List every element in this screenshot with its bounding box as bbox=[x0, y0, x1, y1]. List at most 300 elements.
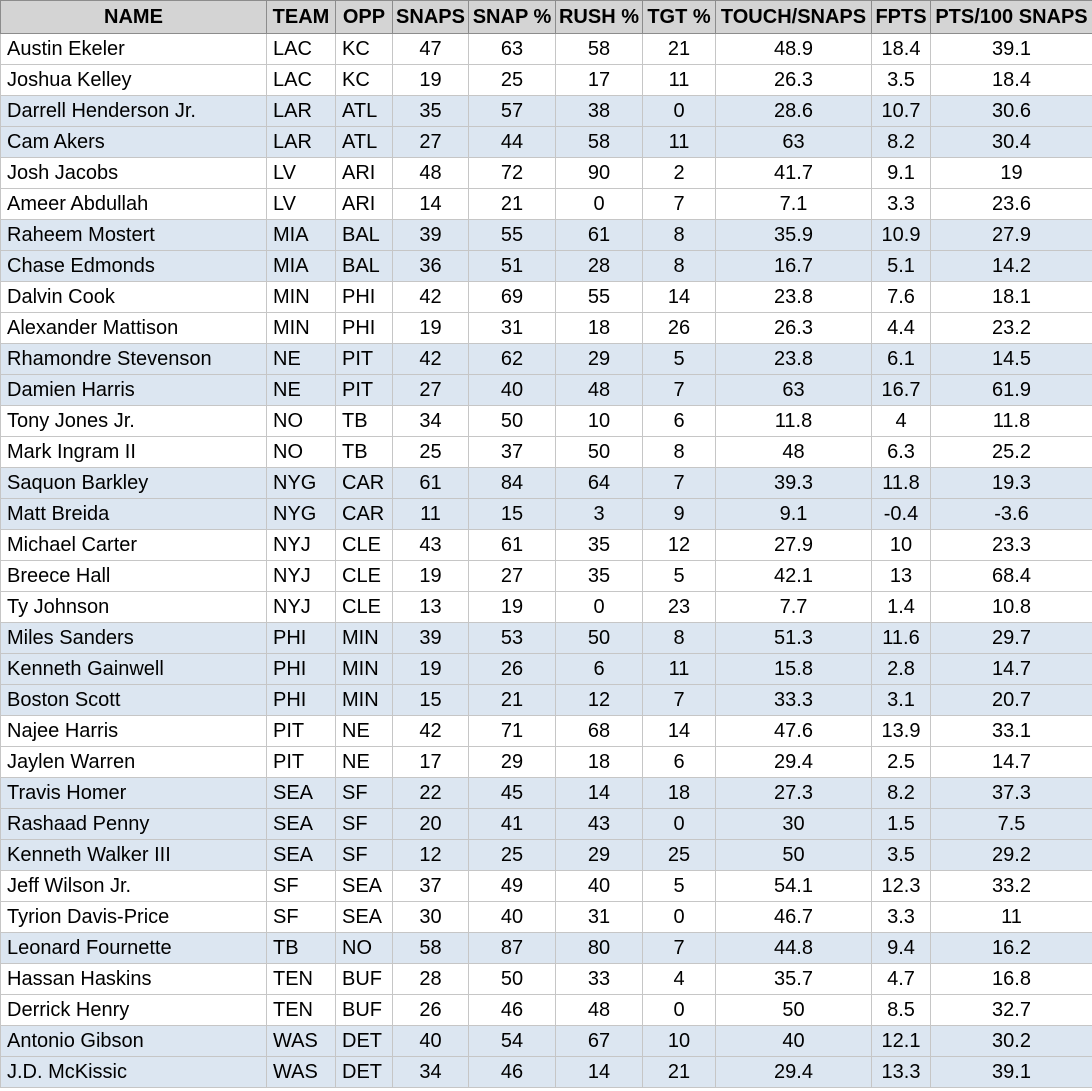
rush-pct-cell[interactable]: 12 bbox=[556, 685, 643, 716]
team-cell[interactable]: TEN bbox=[267, 995, 336, 1026]
player-name-cell[interactable]: Austin Ekeler bbox=[1, 34, 267, 65]
snap-pct-cell[interactable]: 49 bbox=[469, 871, 556, 902]
player-name-cell[interactable]: Leonard Fournette bbox=[1, 933, 267, 964]
player-name-cell[interactable]: Najee Harris bbox=[1, 716, 267, 747]
pts-per-100-cell[interactable]: 30.6 bbox=[931, 96, 1092, 127]
player-name-cell[interactable]: Josh Jacobs bbox=[1, 158, 267, 189]
player-name-cell[interactable]: Miles Sanders bbox=[1, 623, 267, 654]
pts-per-100-cell[interactable]: 39.1 bbox=[931, 34, 1092, 65]
opp-cell[interactable]: TB bbox=[336, 406, 393, 437]
snap-pct-cell[interactable]: 29 bbox=[469, 747, 556, 778]
pts-per-100-cell[interactable]: 27.9 bbox=[931, 220, 1092, 251]
snaps-cell[interactable]: 58 bbox=[393, 933, 469, 964]
opp-cell[interactable]: ATL bbox=[336, 127, 393, 158]
snaps-cell[interactable]: 34 bbox=[393, 1057, 469, 1088]
pts-per-100-cell[interactable]: 10.8 bbox=[931, 592, 1092, 623]
pts-per-100-cell[interactable]: 14.5 bbox=[931, 344, 1092, 375]
team-cell[interactable]: PHI bbox=[267, 623, 336, 654]
touch-snaps-cell[interactable]: 27.9 bbox=[716, 530, 872, 561]
pts-per-100-cell[interactable]: 11 bbox=[931, 902, 1092, 933]
rush-pct-cell[interactable]: 80 bbox=[556, 933, 643, 964]
fpts-cell[interactable]: 3.5 bbox=[872, 65, 931, 96]
player-name-cell[interactable]: Darrell Henderson Jr. bbox=[1, 96, 267, 127]
tgt-pct-cell[interactable]: 5 bbox=[643, 561, 716, 592]
fpts-cell[interactable]: 9.1 bbox=[872, 158, 931, 189]
pts-per-100-cell[interactable]: 23.6 bbox=[931, 189, 1092, 220]
team-cell[interactable]: LAR bbox=[267, 127, 336, 158]
team-cell[interactable]: PIT bbox=[267, 747, 336, 778]
snap-pct-cell[interactable]: 21 bbox=[469, 685, 556, 716]
fpts-cell[interactable]: 6.3 bbox=[872, 437, 931, 468]
snaps-cell[interactable]: 48 bbox=[393, 158, 469, 189]
team-cell[interactable]: SF bbox=[267, 902, 336, 933]
player-name-cell[interactable]: Breece Hall bbox=[1, 561, 267, 592]
rush-pct-cell[interactable]: 3 bbox=[556, 499, 643, 530]
opp-cell[interactable]: SEA bbox=[336, 871, 393, 902]
opp-cell[interactable]: ARI bbox=[336, 158, 393, 189]
rush-pct-cell[interactable]: 18 bbox=[556, 747, 643, 778]
rush-pct-cell[interactable]: 48 bbox=[556, 995, 643, 1026]
rush-pct-cell[interactable]: 29 bbox=[556, 344, 643, 375]
pts-per-100-cell[interactable]: 19.3 bbox=[931, 468, 1092, 499]
team-cell[interactable]: SEA bbox=[267, 778, 336, 809]
opp-cell[interactable]: KC bbox=[336, 34, 393, 65]
rush-pct-cell[interactable]: 35 bbox=[556, 561, 643, 592]
touch-snaps-cell[interactable]: 29.4 bbox=[716, 1057, 872, 1088]
pts-per-100-cell[interactable]: 29.7 bbox=[931, 623, 1092, 654]
fpts-cell[interactable]: 18.4 bbox=[872, 34, 931, 65]
tgt-pct-cell[interactable]: 0 bbox=[643, 902, 716, 933]
touch-snaps-cell[interactable]: 48 bbox=[716, 437, 872, 468]
team-cell[interactable]: NYJ bbox=[267, 592, 336, 623]
touch-snaps-cell[interactable]: 11.8 bbox=[716, 406, 872, 437]
snaps-cell[interactable]: 61 bbox=[393, 468, 469, 499]
player-name-cell[interactable]: Jaylen Warren bbox=[1, 747, 267, 778]
team-cell[interactable]: PIT bbox=[267, 716, 336, 747]
team-cell[interactable]: NE bbox=[267, 344, 336, 375]
header-snaps[interactable]: SNAPS bbox=[393, 1, 469, 34]
pts-per-100-cell[interactable]: 18.4 bbox=[931, 65, 1092, 96]
player-name-cell[interactable]: Chase Edmonds bbox=[1, 251, 267, 282]
pts-per-100-cell[interactable]: 29.2 bbox=[931, 840, 1092, 871]
rush-pct-cell[interactable]: 0 bbox=[556, 189, 643, 220]
rush-pct-cell[interactable]: 58 bbox=[556, 127, 643, 158]
fpts-cell[interactable]: 10.9 bbox=[872, 220, 931, 251]
opp-cell[interactable]: BUF bbox=[336, 964, 393, 995]
team-cell[interactable]: MIA bbox=[267, 251, 336, 282]
snap-pct-cell[interactable]: 19 bbox=[469, 592, 556, 623]
snap-pct-cell[interactable]: 40 bbox=[469, 902, 556, 933]
snaps-cell[interactable]: 27 bbox=[393, 127, 469, 158]
snaps-cell[interactable]: 39 bbox=[393, 220, 469, 251]
fpts-cell[interactable]: 1.5 bbox=[872, 809, 931, 840]
header-pts-per-100[interactable]: PTS/100 SNAPS bbox=[931, 1, 1092, 34]
player-name-cell[interactable]: Ty Johnson bbox=[1, 592, 267, 623]
tgt-pct-cell[interactable]: 7 bbox=[643, 189, 716, 220]
player-name-cell[interactable]: Cam Akers bbox=[1, 127, 267, 158]
opp-cell[interactable]: CAR bbox=[336, 468, 393, 499]
header-tgt-pct[interactable]: TGT % bbox=[643, 1, 716, 34]
player-name-cell[interactable]: Hassan Haskins bbox=[1, 964, 267, 995]
snap-pct-cell[interactable]: 15 bbox=[469, 499, 556, 530]
tgt-pct-cell[interactable]: 14 bbox=[643, 716, 716, 747]
rush-pct-cell[interactable]: 29 bbox=[556, 840, 643, 871]
player-name-cell[interactable]: Ameer Abdullah bbox=[1, 189, 267, 220]
touch-snaps-cell[interactable]: 39.3 bbox=[716, 468, 872, 499]
fpts-cell[interactable]: 9.4 bbox=[872, 933, 931, 964]
player-name-cell[interactable]: Joshua Kelley bbox=[1, 65, 267, 96]
pts-per-100-cell[interactable]: 14.2 bbox=[931, 251, 1092, 282]
rush-pct-cell[interactable]: 64 bbox=[556, 468, 643, 499]
tgt-pct-cell[interactable]: 2 bbox=[643, 158, 716, 189]
snap-pct-cell[interactable]: 69 bbox=[469, 282, 556, 313]
touch-snaps-cell[interactable]: 7.7 bbox=[716, 592, 872, 623]
team-cell[interactable]: NYJ bbox=[267, 530, 336, 561]
touch-snaps-cell[interactable]: 23.8 bbox=[716, 282, 872, 313]
snaps-cell[interactable]: 47 bbox=[393, 34, 469, 65]
snaps-cell[interactable]: 25 bbox=[393, 437, 469, 468]
opp-cell[interactable]: PIT bbox=[336, 344, 393, 375]
rush-pct-cell[interactable]: 28 bbox=[556, 251, 643, 282]
snaps-cell[interactable]: 39 bbox=[393, 623, 469, 654]
pts-per-100-cell[interactable]: 23.2 bbox=[931, 313, 1092, 344]
pts-per-100-cell[interactable]: 61.9 bbox=[931, 375, 1092, 406]
tgt-pct-cell[interactable]: 5 bbox=[643, 344, 716, 375]
snap-pct-cell[interactable]: 61 bbox=[469, 530, 556, 561]
tgt-pct-cell[interactable]: 26 bbox=[643, 313, 716, 344]
opp-cell[interactable]: CAR bbox=[336, 499, 393, 530]
fpts-cell[interactable]: -0.4 bbox=[872, 499, 931, 530]
snap-pct-cell[interactable]: 37 bbox=[469, 437, 556, 468]
opp-cell[interactable]: SEA bbox=[336, 902, 393, 933]
fpts-cell[interactable]: 4.4 bbox=[872, 313, 931, 344]
rush-pct-cell[interactable]: 68 bbox=[556, 716, 643, 747]
player-name-cell[interactable]: Antonio Gibson bbox=[1, 1026, 267, 1057]
touch-snaps-cell[interactable]: 35.7 bbox=[716, 964, 872, 995]
touch-snaps-cell[interactable]: 50 bbox=[716, 840, 872, 871]
team-cell[interactable]: WAS bbox=[267, 1026, 336, 1057]
team-cell[interactable]: LAC bbox=[267, 65, 336, 96]
player-name-cell[interactable]: Rashaad Penny bbox=[1, 809, 267, 840]
pts-per-100-cell[interactable]: 68.4 bbox=[931, 561, 1092, 592]
team-cell[interactable]: SEA bbox=[267, 809, 336, 840]
pts-per-100-cell[interactable]: 33.1 bbox=[931, 716, 1092, 747]
player-name-cell[interactable]: Tyrion Davis-Price bbox=[1, 902, 267, 933]
fpts-cell[interactable]: 10.7 bbox=[872, 96, 931, 127]
pts-per-100-cell[interactable]: 18.1 bbox=[931, 282, 1092, 313]
rush-pct-cell[interactable]: 40 bbox=[556, 871, 643, 902]
tgt-pct-cell[interactable]: 21 bbox=[643, 1057, 716, 1088]
header-name[interactable]: NAME bbox=[1, 1, 267, 34]
tgt-pct-cell[interactable]: 11 bbox=[643, 127, 716, 158]
team-cell[interactable]: NYG bbox=[267, 468, 336, 499]
tgt-pct-cell[interactable]: 6 bbox=[643, 747, 716, 778]
team-cell[interactable]: PHI bbox=[267, 685, 336, 716]
snaps-cell[interactable]: 19 bbox=[393, 313, 469, 344]
player-name-cell[interactable]: Raheem Mostert bbox=[1, 220, 267, 251]
pts-per-100-cell[interactable]: 37.3 bbox=[931, 778, 1092, 809]
opp-cell[interactable]: CLE bbox=[336, 561, 393, 592]
fpts-cell[interactable]: 13 bbox=[872, 561, 931, 592]
snap-pct-cell[interactable]: 46 bbox=[469, 1057, 556, 1088]
tgt-pct-cell[interactable]: 14 bbox=[643, 282, 716, 313]
opp-cell[interactable]: TB bbox=[336, 437, 393, 468]
pts-per-100-cell[interactable]: 14.7 bbox=[931, 654, 1092, 685]
snap-pct-cell[interactable]: 71 bbox=[469, 716, 556, 747]
touch-snaps-cell[interactable]: 63 bbox=[716, 375, 872, 406]
player-name-cell[interactable]: Travis Homer bbox=[1, 778, 267, 809]
fpts-cell[interactable]: 11.6 bbox=[872, 623, 931, 654]
snaps-cell[interactable]: 34 bbox=[393, 406, 469, 437]
opp-cell[interactable]: SF bbox=[336, 809, 393, 840]
touch-snaps-cell[interactable]: 23.8 bbox=[716, 344, 872, 375]
opp-cell[interactable]: SF bbox=[336, 778, 393, 809]
touch-snaps-cell[interactable]: 47.6 bbox=[716, 716, 872, 747]
snaps-cell[interactable]: 28 bbox=[393, 964, 469, 995]
snap-pct-cell[interactable]: 50 bbox=[469, 406, 556, 437]
opp-cell[interactable]: PHI bbox=[336, 282, 393, 313]
touch-snaps-cell[interactable]: 44.8 bbox=[716, 933, 872, 964]
team-cell[interactable]: TB bbox=[267, 933, 336, 964]
snap-pct-cell[interactable]: 55 bbox=[469, 220, 556, 251]
snap-pct-cell[interactable]: 26 bbox=[469, 654, 556, 685]
touch-snaps-cell[interactable]: 33.3 bbox=[716, 685, 872, 716]
snap-pct-cell[interactable]: 62 bbox=[469, 344, 556, 375]
tgt-pct-cell[interactable]: 21 bbox=[643, 34, 716, 65]
team-cell[interactable]: NO bbox=[267, 437, 336, 468]
pts-per-100-cell[interactable]: -3.6 bbox=[931, 499, 1092, 530]
tgt-pct-cell[interactable]: 0 bbox=[643, 995, 716, 1026]
opp-cell[interactable]: SF bbox=[336, 840, 393, 871]
header-touch-snaps[interactable]: TOUCH/SNAPS bbox=[716, 1, 872, 34]
snap-pct-cell[interactable]: 84 bbox=[469, 468, 556, 499]
player-name-cell[interactable]: Jeff Wilson Jr. bbox=[1, 871, 267, 902]
tgt-pct-cell[interactable]: 12 bbox=[643, 530, 716, 561]
fpts-cell[interactable]: 4.7 bbox=[872, 964, 931, 995]
team-cell[interactable]: NE bbox=[267, 375, 336, 406]
player-name-cell[interactable]: Tony Jones Jr. bbox=[1, 406, 267, 437]
team-cell[interactable]: PHI bbox=[267, 654, 336, 685]
rush-pct-cell[interactable]: 43 bbox=[556, 809, 643, 840]
snaps-cell[interactable]: 42 bbox=[393, 282, 469, 313]
opp-cell[interactable]: BAL bbox=[336, 251, 393, 282]
snaps-cell[interactable]: 13 bbox=[393, 592, 469, 623]
player-name-cell[interactable]: Saquon Barkley bbox=[1, 468, 267, 499]
snaps-cell[interactable]: 27 bbox=[393, 375, 469, 406]
opp-cell[interactable]: PIT bbox=[336, 375, 393, 406]
opp-cell[interactable]: NE bbox=[336, 716, 393, 747]
snap-pct-cell[interactable]: 25 bbox=[469, 65, 556, 96]
pts-per-100-cell[interactable]: 39.1 bbox=[931, 1057, 1092, 1088]
rush-pct-cell[interactable]: 58 bbox=[556, 34, 643, 65]
header-opp[interactable]: OPP bbox=[336, 1, 393, 34]
opp-cell[interactable]: ATL bbox=[336, 96, 393, 127]
team-cell[interactable]: LV bbox=[267, 189, 336, 220]
pts-per-100-cell[interactable]: 16.2 bbox=[931, 933, 1092, 964]
snap-pct-cell[interactable]: 53 bbox=[469, 623, 556, 654]
pts-per-100-cell[interactable]: 30.2 bbox=[931, 1026, 1092, 1057]
fpts-cell[interactable]: 8.2 bbox=[872, 127, 931, 158]
snaps-cell[interactable]: 36 bbox=[393, 251, 469, 282]
rush-pct-cell[interactable]: 48 bbox=[556, 375, 643, 406]
pts-per-100-cell[interactable]: 16.8 bbox=[931, 964, 1092, 995]
touch-snaps-cell[interactable]: 41.7 bbox=[716, 158, 872, 189]
snap-pct-cell[interactable]: 27 bbox=[469, 561, 556, 592]
player-name-cell[interactable]: Boston Scott bbox=[1, 685, 267, 716]
player-name-cell[interactable]: Rhamondre Stevenson bbox=[1, 344, 267, 375]
snaps-cell[interactable]: 19 bbox=[393, 65, 469, 96]
fpts-cell[interactable]: 3.3 bbox=[872, 189, 931, 220]
player-name-cell[interactable]: Derrick Henry bbox=[1, 995, 267, 1026]
rush-pct-cell[interactable]: 17 bbox=[556, 65, 643, 96]
pts-per-100-cell[interactable]: 23.3 bbox=[931, 530, 1092, 561]
snaps-cell[interactable]: 22 bbox=[393, 778, 469, 809]
snaps-cell[interactable]: 37 bbox=[393, 871, 469, 902]
snap-pct-cell[interactable]: 63 bbox=[469, 34, 556, 65]
snap-pct-cell[interactable]: 40 bbox=[469, 375, 556, 406]
player-name-cell[interactable]: Alexander Mattison bbox=[1, 313, 267, 344]
pts-per-100-cell[interactable]: 32.7 bbox=[931, 995, 1092, 1026]
rush-pct-cell[interactable]: 90 bbox=[556, 158, 643, 189]
fpts-cell[interactable]: 3.5 bbox=[872, 840, 931, 871]
snaps-cell[interactable]: 43 bbox=[393, 530, 469, 561]
opp-cell[interactable]: ARI bbox=[336, 189, 393, 220]
touch-snaps-cell[interactable]: 40 bbox=[716, 1026, 872, 1057]
player-name-cell[interactable]: Damien Harris bbox=[1, 375, 267, 406]
snap-pct-cell[interactable]: 87 bbox=[469, 933, 556, 964]
team-cell[interactable]: MIA bbox=[267, 220, 336, 251]
rush-pct-cell[interactable]: 18 bbox=[556, 313, 643, 344]
snap-pct-cell[interactable]: 57 bbox=[469, 96, 556, 127]
opp-cell[interactable]: MIN bbox=[336, 654, 393, 685]
fpts-cell[interactable]: 3.3 bbox=[872, 902, 931, 933]
touch-snaps-cell[interactable]: 28.6 bbox=[716, 96, 872, 127]
player-name-cell[interactable]: Kenneth Walker III bbox=[1, 840, 267, 871]
snaps-cell[interactable]: 42 bbox=[393, 344, 469, 375]
touch-snaps-cell[interactable]: 16.7 bbox=[716, 251, 872, 282]
snap-pct-cell[interactable]: 72 bbox=[469, 158, 556, 189]
snap-pct-cell[interactable]: 31 bbox=[469, 313, 556, 344]
fpts-cell[interactable]: 11.8 bbox=[872, 468, 931, 499]
tgt-pct-cell[interactable]: 11 bbox=[643, 654, 716, 685]
tgt-pct-cell[interactable]: 8 bbox=[643, 437, 716, 468]
tgt-pct-cell[interactable]: 10 bbox=[643, 1026, 716, 1057]
player-name-cell[interactable]: Mark Ingram II bbox=[1, 437, 267, 468]
tgt-pct-cell[interactable]: 8 bbox=[643, 251, 716, 282]
opp-cell[interactable]: DET bbox=[336, 1026, 393, 1057]
snaps-cell[interactable]: 42 bbox=[393, 716, 469, 747]
snap-pct-cell[interactable]: 51 bbox=[469, 251, 556, 282]
rush-pct-cell[interactable]: 38 bbox=[556, 96, 643, 127]
snap-pct-cell[interactable]: 45 bbox=[469, 778, 556, 809]
header-team[interactable]: TEAM bbox=[267, 1, 336, 34]
snaps-cell[interactable]: 17 bbox=[393, 747, 469, 778]
opp-cell[interactable]: DET bbox=[336, 1057, 393, 1088]
fpts-cell[interactable]: 5.1 bbox=[872, 251, 931, 282]
team-cell[interactable]: TEN bbox=[267, 964, 336, 995]
touch-snaps-cell[interactable]: 26.3 bbox=[716, 65, 872, 96]
snaps-cell[interactable]: 40 bbox=[393, 1026, 469, 1057]
snap-pct-cell[interactable]: 44 bbox=[469, 127, 556, 158]
team-cell[interactable]: NYJ bbox=[267, 561, 336, 592]
header-rush-pct[interactable]: RUSH % bbox=[556, 1, 643, 34]
team-cell[interactable]: SEA bbox=[267, 840, 336, 871]
touch-snaps-cell[interactable]: 50 bbox=[716, 995, 872, 1026]
player-name-cell[interactable]: Kenneth Gainwell bbox=[1, 654, 267, 685]
rush-pct-cell[interactable]: 55 bbox=[556, 282, 643, 313]
fpts-cell[interactable]: 12.1 bbox=[872, 1026, 931, 1057]
team-cell[interactable]: NYG bbox=[267, 499, 336, 530]
snaps-cell[interactable]: 11 bbox=[393, 499, 469, 530]
opp-cell[interactable]: CLE bbox=[336, 592, 393, 623]
fpts-cell[interactable]: 12.3 bbox=[872, 871, 931, 902]
rush-pct-cell[interactable]: 14 bbox=[556, 778, 643, 809]
touch-snaps-cell[interactable]: 54.1 bbox=[716, 871, 872, 902]
opp-cell[interactable]: NE bbox=[336, 747, 393, 778]
tgt-pct-cell[interactable]: 9 bbox=[643, 499, 716, 530]
pts-per-100-cell[interactable]: 14.7 bbox=[931, 747, 1092, 778]
touch-snaps-cell[interactable]: 30 bbox=[716, 809, 872, 840]
rush-pct-cell[interactable]: 61 bbox=[556, 220, 643, 251]
header-snap-pct[interactable]: SNAP % bbox=[469, 1, 556, 34]
fpts-cell[interactable]: 10 bbox=[872, 530, 931, 561]
team-cell[interactable]: MIN bbox=[267, 282, 336, 313]
rush-pct-cell[interactable]: 31 bbox=[556, 902, 643, 933]
touch-snaps-cell[interactable]: 48.9 bbox=[716, 34, 872, 65]
snap-pct-cell[interactable]: 21 bbox=[469, 189, 556, 220]
snaps-cell[interactable]: 30 bbox=[393, 902, 469, 933]
rush-pct-cell[interactable]: 50 bbox=[556, 437, 643, 468]
rush-pct-cell[interactable]: 35 bbox=[556, 530, 643, 561]
snap-pct-cell[interactable]: 54 bbox=[469, 1026, 556, 1057]
fpts-cell[interactable]: 2.5 bbox=[872, 747, 931, 778]
opp-cell[interactable]: CLE bbox=[336, 530, 393, 561]
touch-snaps-cell[interactable]: 35.9 bbox=[716, 220, 872, 251]
snap-pct-cell[interactable]: 46 bbox=[469, 995, 556, 1026]
touch-snaps-cell[interactable]: 42.1 bbox=[716, 561, 872, 592]
touch-snaps-cell[interactable]: 9.1 bbox=[716, 499, 872, 530]
pts-per-100-cell[interactable]: 25.2 bbox=[931, 437, 1092, 468]
fpts-cell[interactable]: 3.1 bbox=[872, 685, 931, 716]
touch-snaps-cell[interactable]: 26.3 bbox=[716, 313, 872, 344]
opp-cell[interactable]: BUF bbox=[336, 995, 393, 1026]
snap-pct-cell[interactable]: 41 bbox=[469, 809, 556, 840]
player-name-cell[interactable]: Matt Breida bbox=[1, 499, 267, 530]
snaps-cell[interactable]: 14 bbox=[393, 189, 469, 220]
pts-per-100-cell[interactable]: 11.8 bbox=[931, 406, 1092, 437]
opp-cell[interactable]: BAL bbox=[336, 220, 393, 251]
pts-per-100-cell[interactable]: 7.5 bbox=[931, 809, 1092, 840]
snaps-cell[interactable]: 19 bbox=[393, 561, 469, 592]
snaps-cell[interactable]: 35 bbox=[393, 96, 469, 127]
team-cell[interactable]: LAR bbox=[267, 96, 336, 127]
rush-pct-cell[interactable]: 33 bbox=[556, 964, 643, 995]
opp-cell[interactable]: MIN bbox=[336, 685, 393, 716]
player-name-cell[interactable]: Michael Carter bbox=[1, 530, 267, 561]
snap-pct-cell[interactable]: 25 bbox=[469, 840, 556, 871]
tgt-pct-cell[interactable]: 8 bbox=[643, 623, 716, 654]
snaps-cell[interactable]: 19 bbox=[393, 654, 469, 685]
team-cell[interactable]: SF bbox=[267, 871, 336, 902]
player-name-cell[interactable]: Dalvin Cook bbox=[1, 282, 267, 313]
fpts-cell[interactable]: 13.9 bbox=[872, 716, 931, 747]
tgt-pct-cell[interactable]: 4 bbox=[643, 964, 716, 995]
tgt-pct-cell[interactable]: 7 bbox=[643, 933, 716, 964]
fpts-cell[interactable]: 6.1 bbox=[872, 344, 931, 375]
pts-per-100-cell[interactable]: 19 bbox=[931, 158, 1092, 189]
fpts-cell[interactable]: 4 bbox=[872, 406, 931, 437]
tgt-pct-cell[interactable]: 7 bbox=[643, 685, 716, 716]
